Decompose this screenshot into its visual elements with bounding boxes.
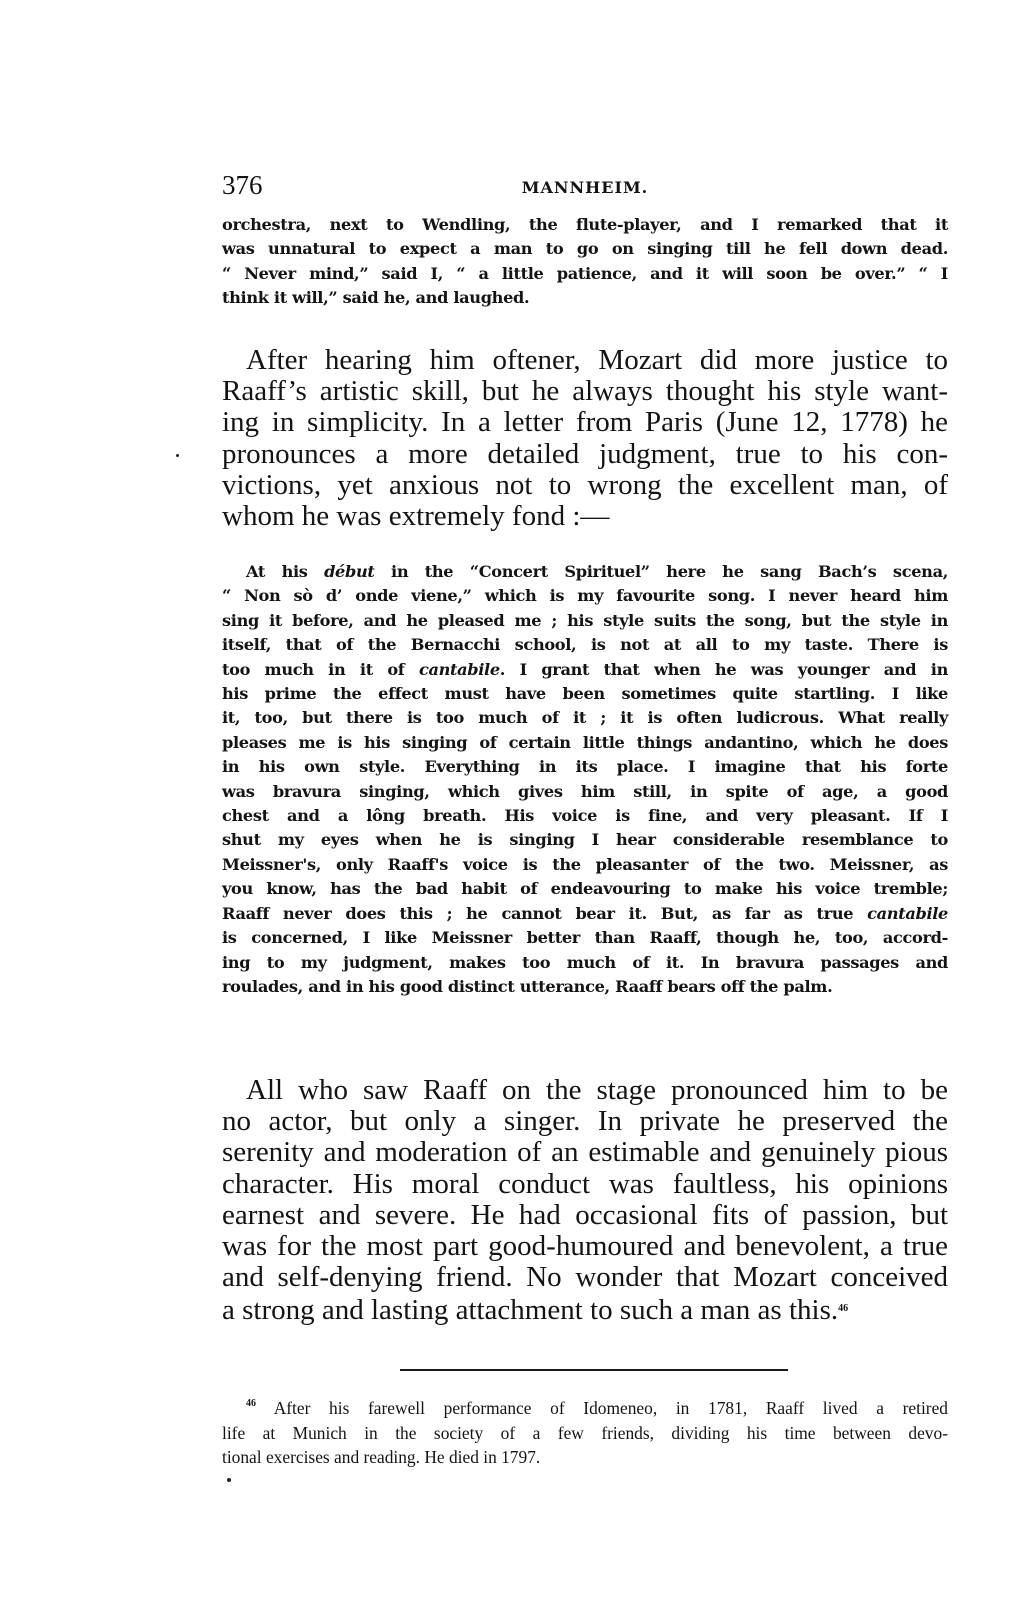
- text-line: sing it before, and he pleased me ; his style suits the song, but the style in: [222, 610, 948, 630]
- footnote-divider: [400, 1369, 788, 1371]
- text-line: was for the most part good-humoured and benevolent, a true: [222, 1230, 948, 1263]
- text-line: life at Munich in the society of a few friends, dividing his time between devo-: [222, 1422, 948, 1443]
- page-number: 376: [222, 170, 263, 200]
- text-line: [222, 1392, 948, 1421]
- quote-continuation: [222, 213, 948, 311]
- text-line: ing in simplicity. In a letter from Paris (June 12, 1778) he: [222, 406, 948, 439]
- text-run: in the “Concert Spirituel” here he sang Bach’s scena,: [374, 562, 948, 581]
- text-line: in his own style. Everything in its place. I imagine that his forte: [222, 757, 948, 777]
- text-run: At his: [246, 562, 325, 581]
- running-head: MANNHEIM.: [521, 178, 649, 197]
- text-run: a strong and lasting attachment to such a man as this.: [222, 1294, 839, 1327]
- text-line: shut my eyes when he is singing I hear considerable resemblance to: [222, 830, 948, 850]
- text-line: After hearing him oftener, Mozart did more justice to: [246, 344, 948, 376]
- text-line: you know, has the bad habit of endeavouring to make his voice tremble;: [222, 879, 948, 899]
- paragraph-1: [222, 345, 948, 532]
- italic-word: début: [324, 562, 375, 581]
- italic-word: cantabile: [418, 659, 500, 679]
- stray-mark: [227, 1478, 231, 1482]
- text-line: earnest and severe. He had occasional fits of passion, but: [222, 1198, 948, 1231]
- text-line: victions, yet anxious not to wrong the excellent man, of: [222, 468, 948, 501]
- text-line: [222, 658, 948, 682]
- text-line: was unnatural to expect a man to go on singing till he fell down dead.: [222, 239, 948, 259]
- footnote: [222, 1392, 948, 1470]
- text-line: pronounces a more detailed judgment, true to his con-: [222, 437, 948, 470]
- text-line: “ Non sò d’ onde viene,” which is my favourite song. I never heard him: [222, 586, 948, 606]
- text-line: [222, 902, 948, 926]
- page-header: [222, 170, 948, 210]
- text-line: “ Never mind,” said I, “ a little patience, and it will soon be over.” “ I: [222, 263, 948, 283]
- text-line: is concerned, I like Meissner better than Raaff, though he, too, accord-: [222, 928, 948, 948]
- text-line: serenity and moderation of an estimable and genuinely pious: [222, 1136, 948, 1169]
- text-line: pleases me is his singing of certain little things andantino, which he does: [222, 732, 948, 752]
- text-line: chest and a lông breath. His voice is fine, and very pleasant. If I: [222, 806, 948, 826]
- stray-mark: [176, 454, 179, 457]
- text-line: [222, 560, 948, 584]
- text-line: orchestra, next to Wendling, the flute-player, and I remarked that it: [222, 215, 948, 234]
- text-run: too much in it of: [222, 659, 419, 679]
- text-run: After his farewell performance of Idomeneo, in 1781, Raaff lived a retired: [256, 1398, 948, 1418]
- text-line: was bravura singing, which gives him still, in spite of age, a good: [222, 781, 948, 801]
- text-line: [222, 1293, 948, 1326]
- text-line: roulades, and in his good distinct utterance, Raaff bears off the palm.: [222, 976, 833, 996]
- text-line: character. His moral conduct was faultless, his opinions: [222, 1167, 948, 1200]
- footnote-reference[interactable]: 46: [838, 1303, 849, 1315]
- footnote-marker: 46: [246, 1398, 256, 1409]
- text-line: and self-denying friend. No wonder that Mozart conceived: [222, 1261, 948, 1294]
- text-line: itself, that of the Bernacchi school, is not at all to my taste. There is: [222, 635, 948, 655]
- text-line: ing to my judgment, makes too much of it. In bravura passages and: [222, 952, 948, 972]
- text-line: Meissner's, only Raaff's voice is the pleasanter of the two. Meissner, as: [222, 854, 948, 874]
- text-line: tional exercises and reading. He died in 1797.: [222, 1447, 541, 1467]
- text-run: Raaff never does this ; he cannot bear it. But, as far as true: [222, 903, 868, 923]
- text-line: All who saw Raaff on the stage pronounced him to be: [246, 1074, 948, 1106]
- text-line: his prime the effect must have been sometimes quite startling. I like: [222, 684, 948, 704]
- paragraph-2: [222, 1075, 948, 1327]
- letter-quote: [222, 560, 948, 999]
- text-line: no actor, but only a singer. In private he preserved the: [222, 1105, 948, 1138]
- text-line: Raaff’s artistic skill, but he always thought his style want-: [222, 375, 948, 408]
- italic-word: cantabile: [867, 903, 948, 923]
- text-line: whom he was extremely fond :—: [222, 500, 610, 533]
- text-line: it, too, but there is too much of it ; it is often ludicrous. What really: [222, 708, 948, 728]
- text-line: think it will,” said he, and laughed.: [222, 288, 530, 308]
- text-run: . I grant that when he was younger and in: [499, 659, 948, 679]
